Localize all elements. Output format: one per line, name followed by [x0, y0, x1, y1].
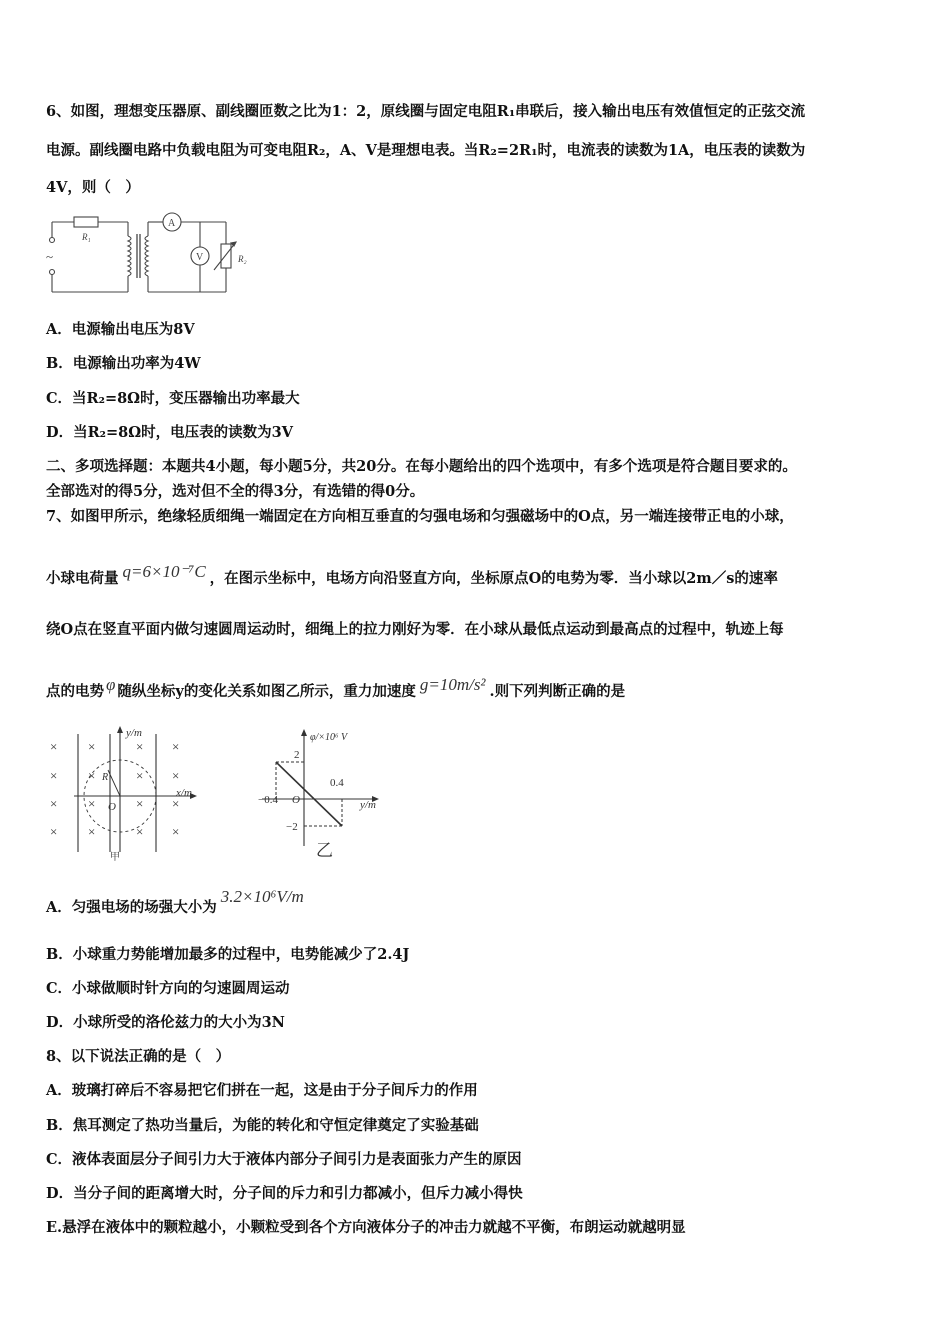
q8-option-b: B．焦耳测定了热功当量后，为能的转化和守恒定律奠定了实验基础 [46, 1117, 479, 1134]
secondary-coil-icon [145, 236, 148, 276]
q7-stem-line-3: 绕O点在竖直平面内做匀速圆周运动时，细绳上的拉力刚好为零．在小球从最低点运动到最高点的过程中，轨迹上每 [46, 621, 784, 638]
field-strength-formula: 3.2×10⁶V/m [220, 887, 304, 906]
figure-jia [44, 724, 214, 864]
svg-text:×: × [136, 768, 144, 783]
q7-option-a-text: A．匀强电场的场强大小为 [46, 899, 217, 916]
svg-text:×: × [172, 768, 180, 783]
phi-vs-y-line [276, 762, 342, 826]
svg-text:×: × [88, 796, 96, 811]
svg-text:×: × [172, 739, 180, 754]
magnetic-field-crosses [50, 739, 179, 839]
svg-text:×: × [50, 824, 58, 839]
q7-stem-line-1: 7、如图甲所示，绝缘轻质细绳一端固定在方向相互垂直的匀强电场和匀强磁场中的O点，另一端连接带正电的小球， [46, 508, 794, 525]
q6-stem-line-3: 4V，则（ ） [46, 179, 140, 196]
q7-stem-line-4 [46, 675, 626, 702]
q7-stem-line-2 [46, 562, 778, 589]
q7-line4-text-a: 点的电势 [46, 683, 104, 700]
svg-text:×: × [88, 824, 96, 839]
variable-arrow-icon [214, 242, 236, 270]
svg-text:×: × [50, 739, 58, 754]
q7-line4-text-b: 随纵坐标y的变化关系如图乙所示，重力加速度 [117, 683, 416, 700]
voltmeter-label: V [196, 252, 204, 263]
resistor-r2-icon [221, 244, 231, 268]
primary-coil-icon [128, 236, 131, 276]
yi-origin-label: O [292, 794, 300, 806]
yi-caption: 乙 [316, 841, 333, 860]
svg-text:×: × [172, 796, 180, 811]
svg-text:×: × [136, 739, 144, 754]
q8-option-c: C．液体表面层分子间引力大于液体内部分子间引力是表面张力产生的原因 [46, 1151, 522, 1168]
q7-option-c: C．小球做顺时针方向的匀速圆周运动 [46, 980, 290, 997]
source-terminal-bottom [50, 270, 55, 275]
jia-origin-label: O [108, 801, 116, 813]
svg-text:×: × [50, 768, 58, 783]
q8-option-a: A．玻璃打碎后不容易把它们拼在一起，这是由于分子间斥力的作用 [46, 1082, 478, 1099]
jia-y-label: y/m [126, 727, 142, 739]
ammeter-label: A [168, 218, 176, 229]
figure-yi [254, 726, 404, 862]
source-symbol: ~ [46, 249, 54, 264]
q6-stem-line-2: 电源。副线圈电路中负载电阻为可变电阻R₂，A、V是理想电表。当R₂=2R₁时，电流表的读数为1A，电压表的读数为 [46, 142, 806, 159]
phi-symbol: φ [106, 675, 116, 694]
yi-x-label: y/m [360, 799, 376, 811]
svg-text:×: × [136, 796, 144, 811]
yi-tick-2: 2 [294, 749, 300, 761]
q7-option-a [46, 887, 304, 918]
q6-stem-line-1: 6、如图，理想变压器原、副线圈匝数之比为1：2，原线圈与固定电阻R₁串联后，接入输出电压有效值恒定的正弦交流 [46, 103, 806, 120]
yi-tick-neg-2: −2 [286, 821, 298, 833]
svg-text:×: × [50, 796, 58, 811]
section2-header-line-1: 二、多项选择题：本题共4小题，每小题5分，共20分。在每小题给出的四个选项中，有多个选项是符合题目要求的。 [46, 458, 797, 475]
q8-option-d: D．当分子间的距离增大时，分子间的斥力和引力都减小，但斥力减小得快 [46, 1185, 523, 1202]
svg-text:×: × [88, 739, 96, 754]
q8-option-e: E.悬浮在液体中的颗粒越小，小颗粒受到各个方向液体分子的冲击力就越不平衡，布朗运动就越明显 [46, 1219, 686, 1236]
q8-stem: 8、以下说法正确的是（ ） [46, 1048, 231, 1065]
yi-tick-0.4: 0.4 [330, 777, 344, 789]
yi-tick-neg-0.4: −0.4 [258, 794, 278, 806]
q7-option-d: D．小球所受的洛伦兹力的大小为3N [46, 1014, 285, 1031]
jia-x-label: x/m [176, 787, 192, 799]
q6-circuit-diagram [44, 212, 264, 298]
q6-option-d: D．当R₂=8Ω时，电压表的读数为3V [46, 424, 293, 441]
q6-option-b: B．电源输出功率为4W [46, 355, 201, 372]
g-formula: g=10m/s² [419, 675, 486, 694]
svg-text:×: × [88, 768, 96, 783]
q7-option-b: B．小球重力势能增加最多的过程中，电势能减少了2.4J [46, 946, 410, 963]
jia-radius-label: R [102, 772, 109, 783]
q6-option-a: A．电源输出电压为8V [46, 321, 195, 338]
source-terminal-top [50, 238, 55, 243]
svg-text:×: × [172, 824, 180, 839]
q7-line4-text-c: .则下列判断正确的是 [489, 683, 626, 700]
q7-line2-text-a: 小球电荷量 [46, 570, 119, 587]
r2-label: R₂ [238, 254, 247, 264]
charge-formula: q=6×10⁻⁷C [122, 562, 206, 581]
q6-option-c: C．当R₂=8Ω时，变压器输出功率最大 [46, 390, 300, 407]
resistor-r1-icon [74, 217, 98, 227]
section2-header-line-2: 全部选对的得5分，选对但不全的得3分，有选错的得0分。 [46, 483, 425, 500]
r1-label: R₁ [82, 232, 91, 242]
yi-phi-label: φ/×10⁶ V [310, 732, 348, 743]
q7-line2-text-b: ，在图示坐标中，电场方向沿竖直方向，坐标原点O的电势为零．当小球以2m／s的速率 [209, 570, 778, 587]
svg-text:×: × [136, 824, 144, 839]
jia-caption: 甲 [110, 852, 120, 863]
